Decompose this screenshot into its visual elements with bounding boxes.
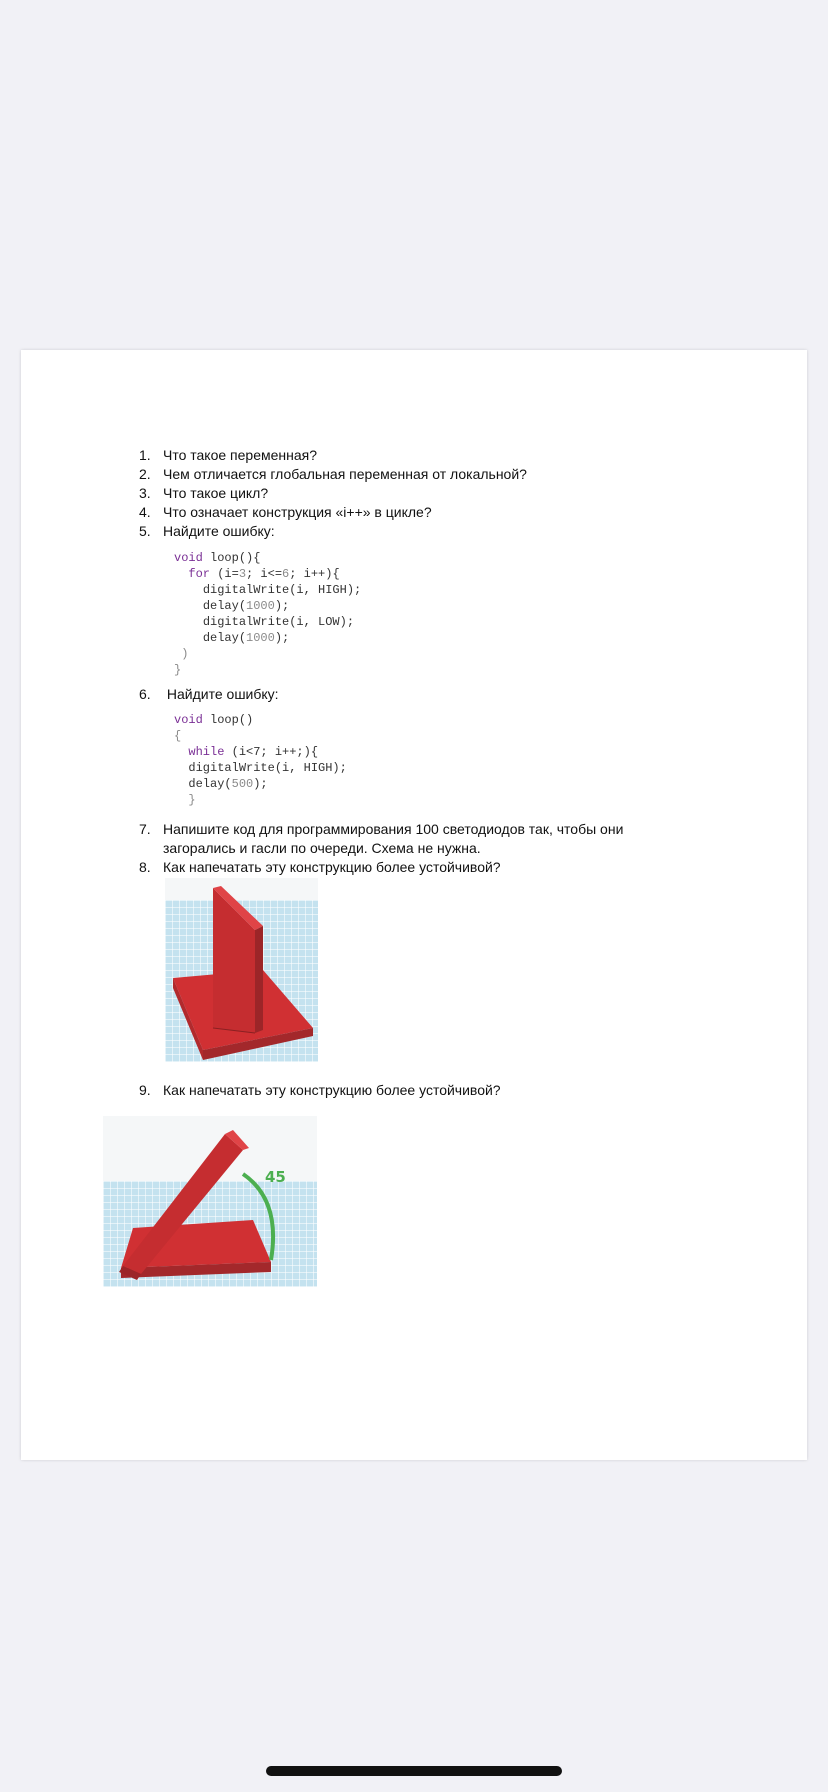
code2-line-2: { [174, 729, 182, 743]
code1-line-8: } [174, 663, 182, 677]
angled-model-image [103, 1116, 317, 1287]
code1-line-6: delay(1000); [202, 631, 290, 645]
question-3: 3. Что такое цикл? [139, 485, 269, 501]
question-7: 7. Напишите код для программирования 100 светодиодов так, чтобы они загорались и гасли по очереди. Схема не нужна. [139, 821, 624, 856]
question-1: 1. Что такое переменная? [139, 447, 318, 463]
code2-line-1: void loop() [174, 713, 254, 727]
document-page [21, 350, 807, 1460]
home-indicator[interactable] [266, 1766, 562, 1776]
code1-line-4: delay(1000); [202, 599, 290, 613]
question-4: 4. Что означает конструкция «i++» в цикле? [139, 504, 432, 520]
question-9: 9. Как напечатать эту конструкцию более устойчивой? [139, 1082, 501, 1098]
t-shape-model-illustration [165, 878, 318, 1062]
code2-line-6: } [188, 793, 196, 807]
code1-line-1: void loop(){ [174, 551, 261, 565]
code2-line-5: delay(500); [188, 777, 268, 791]
question-6: 6. Найдите ошибку: [139, 686, 279, 702]
code2-line-3: while (i<7; i++;){ [188, 745, 319, 759]
question-8: 8. Как напечатать эту конструкцию более устойчивой? [139, 859, 501, 875]
code1-line-2: for (i=3; i<=6; i++){ [188, 567, 340, 581]
code2-line-4: digitalWrite(i, HIGH); [188, 761, 347, 775]
code-block-1 [174, 550, 361, 678]
code1-line-3: digitalWrite(i, HIGH); [202, 583, 362, 597]
code1-line-7: ) [181, 647, 189, 661]
t-shape-model-image [165, 878, 318, 1062]
question-5: 5. Найдите ошибку: [139, 523, 275, 539]
question-2: 2. Чем отличается глобальная переменная от локальной? [139, 466, 527, 482]
angle-label: 45 [265, 1168, 286, 1186]
angled-model-illustration [103, 1116, 317, 1287]
code-block-2 [174, 712, 347, 808]
code1-line-5: digitalWrite(i, LOW); [202, 615, 355, 629]
